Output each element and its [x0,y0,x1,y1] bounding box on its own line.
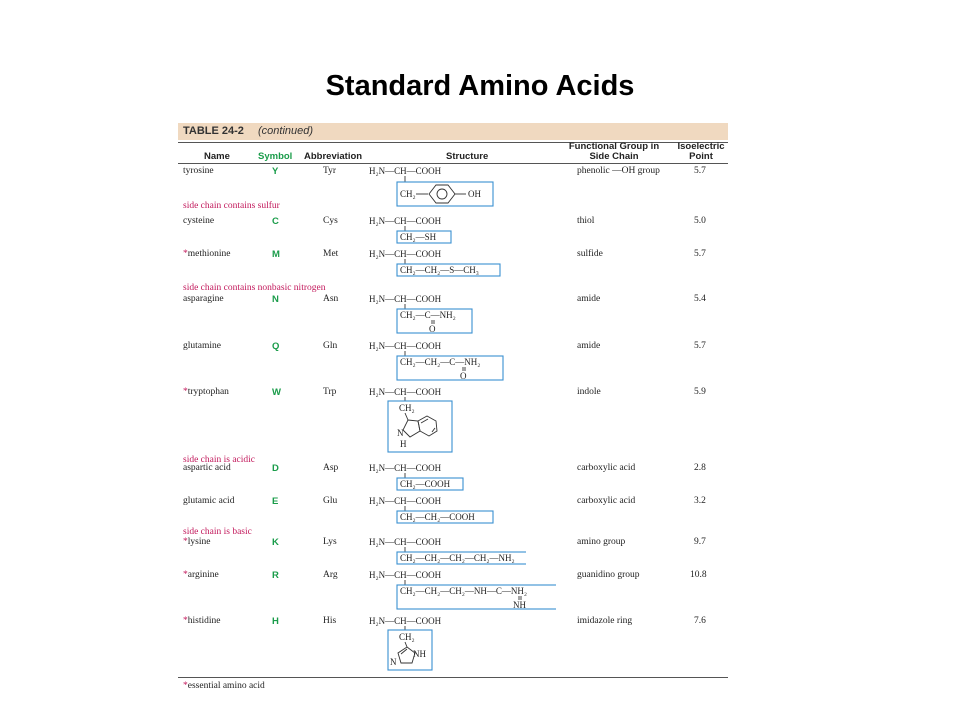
ring-nitrogen-text: N [397,428,404,438]
side-chain-text: CH₂—CH₂—CH₂—CH₂—NH₂ [400,553,515,563]
table-caption-label: TABLE 24-2 [183,125,244,137]
row-symbol-glutamic-acid: E [272,496,279,507]
row-pi-methionine: 5.7 [694,249,706,259]
row-abbr-tyrosine: Tyr [323,166,337,176]
side-chain-text: CH₂—CH₂—COOH [400,512,475,522]
section-basic: side chain is basic [183,527,252,537]
section-acidic: side chain is acidic [183,455,256,465]
row-symbol-methionine: M [272,249,280,260]
row-symbol-glutamine: Q [272,341,280,352]
section-nonbasic-nitrogen: side chain contains nonbasic nitrogen [183,283,326,293]
structure-histidine [366,613,506,678]
carbonyl-oxygen-text: O [460,371,467,381]
col-header-structure: Structure [446,151,489,162]
slide-title: Standard Amino Acids [325,70,635,102]
side-chain-text: CH₂ [400,189,416,199]
structure-glutamine [366,338,506,387]
amino-acid-table [178,123,728,695]
row-pi-tyrosine: 5.7 [694,166,706,176]
row-name-aspartic-acid: aspartic acid [183,463,231,473]
row-abbr-histidine: His [323,616,337,626]
ring-hydrogen-text: H [400,439,407,449]
side-chain-text: CH₂—C—NH₂ [400,310,456,320]
row-abbr-cysteine: Cys [323,216,338,226]
row-group-cysteine: thiol [577,216,595,226]
essential-marker: * [183,616,188,626]
row-abbr-lysine: Lys [323,537,337,547]
row-symbol-tryptophan: W [272,387,281,398]
carbonyl-oxygen-text: O [429,324,436,334]
imine-text: NH [513,600,526,610]
row-pi-glutamine: 5.7 [694,341,706,351]
row-group-lysine: amino group [577,537,626,547]
row-group-tyrosine: phenolic —OH group [577,166,660,176]
row-abbr-methionine: Met [323,249,339,259]
row-pi-cysteine: 5.0 [694,216,706,226]
structure-cysteine [366,213,506,250]
row-group-histidine: imidazole ring [577,616,633,626]
structure-glutamic-acid [366,493,506,530]
structure-tryptophan [366,384,506,459]
row-symbol-lysine: K [272,537,279,548]
hydroxyl-text: OH [468,189,481,199]
backbone-text: H₂N—CH—COOH [369,387,442,397]
row-symbol-tyrosine: Y [272,166,279,177]
row-group-methionine: sulfide [577,249,603,259]
section-sulfur: side chain contains sulfur [183,201,280,211]
table-footnote: *essential amino acid [183,681,265,691]
row-name-tryptophan: *tryptophan [183,387,229,397]
row-pi-histidine: 7.6 [694,616,706,626]
row-abbr-glutamine: Gln [323,341,338,351]
row-symbol-asparagine: N [272,294,279,305]
side-chain-text: CH₂—CH₂—C—NH₂ [400,357,481,367]
row-group-arginine: guanidino group [577,570,640,580]
row-name-asparagine: asparagine [183,294,224,304]
row-name-methionine: *methionine [183,249,231,259]
row-group-asparagine: amide [577,294,601,304]
row-pi-arginine: 10.8 [690,570,707,580]
row-group-glutamine: amide [577,341,601,351]
backbone-text: H₂N—CH—COOH [369,294,442,304]
side-chain-text: CH₂ [399,632,415,642]
row-pi-lysine: 9.7 [694,537,706,547]
row-pi-aspartic-acid: 2.8 [694,463,706,473]
col-header-functional-group: Functional Group in Side Chain [568,141,660,162]
row-name-lysine: *lysine [183,537,211,547]
row-abbr-aspartic-acid: Asp [323,463,339,473]
row-group-tryptophan: indole [577,387,601,397]
ring-nh-text: NH [413,649,426,659]
row-abbr-asparagine: Asn [323,294,339,304]
row-pi-tryptophan: 5.9 [694,387,706,397]
side-chain-text: CH₂—COOH [400,479,451,489]
backbone-text: H₂N—CH—COOH [369,216,442,226]
backbone-text: H₂N—CH—COOH [369,166,442,176]
essential-marker: * [183,570,188,580]
row-abbr-arginine: Arg [323,570,338,580]
table-caption-note: (continued) [258,125,314,137]
table-caption-bar [178,123,728,140]
row-name-glutamic-acid: glutamic acid [183,496,235,506]
row-abbr-glutamic-acid: Glu [323,496,338,506]
row-symbol-arginine: R [272,570,279,581]
row-name-histidine: *histidine [183,616,221,626]
structure-lysine [366,534,526,571]
structure-arginine [366,567,556,616]
essential-marker: * [183,537,188,547]
row-name-glutamine: glutamine [183,341,221,351]
side-chain-text: CH₂ [399,403,415,413]
backbone-text: H₂N—CH—COOH [369,341,442,351]
row-pi-glutamic-acid: 3.2 [694,496,706,506]
backbone-text: H₂N—CH—COOH [369,537,442,547]
row-group-glutamic-acid: carboxylic acid [577,496,636,506]
structure-aspartic-acid [366,460,506,497]
bottom-rule [178,677,728,678]
col-header-name: Name [204,151,230,162]
essential-marker: * [183,681,188,691]
col-header-isoelectric: Isoelectric Point [677,141,725,162]
side-chain-text: CH₂—SH [400,232,437,242]
row-symbol-cysteine: C [272,216,279,227]
side-chain-text: CH₂—CH₂—S—CH₃ [400,265,479,275]
structure-methionine [366,246,506,283]
ring-n-text: N [390,657,397,667]
essential-marker: * [183,249,188,259]
backbone-text: H₂N—CH—COOH [369,570,442,580]
essential-marker: * [183,387,188,397]
structure-asparagine [366,291,506,340]
backbone-text: H₂N—CH—COOH [369,496,442,506]
row-name-arginine: *arginine [183,570,219,580]
row-symbol-aspartic-acid: D [272,463,279,474]
row-name-tyrosine: tyrosine [183,166,214,176]
col-header-abbreviation: Abbreviation [304,151,363,162]
row-group-aspartic-acid: carboxylic acid [577,463,636,473]
col-header-symbol: Symbol [258,151,293,162]
backbone-text: H₂N—CH—COOH [369,463,442,473]
row-symbol-histidine: H [272,616,279,627]
structure-tyrosine [366,163,506,213]
side-chain-text: CH₂—CH₂—CH₂—NH—C—NH₂ [400,586,528,596]
row-abbr-tryptophan: Trp [323,387,337,397]
row-name-cysteine: cysteine [183,216,215,226]
row-pi-asparagine: 5.4 [694,294,706,304]
backbone-text: H₂N—CH—COOH [369,249,442,259]
backbone-text: H₂N—CH—COOH [369,616,442,626]
